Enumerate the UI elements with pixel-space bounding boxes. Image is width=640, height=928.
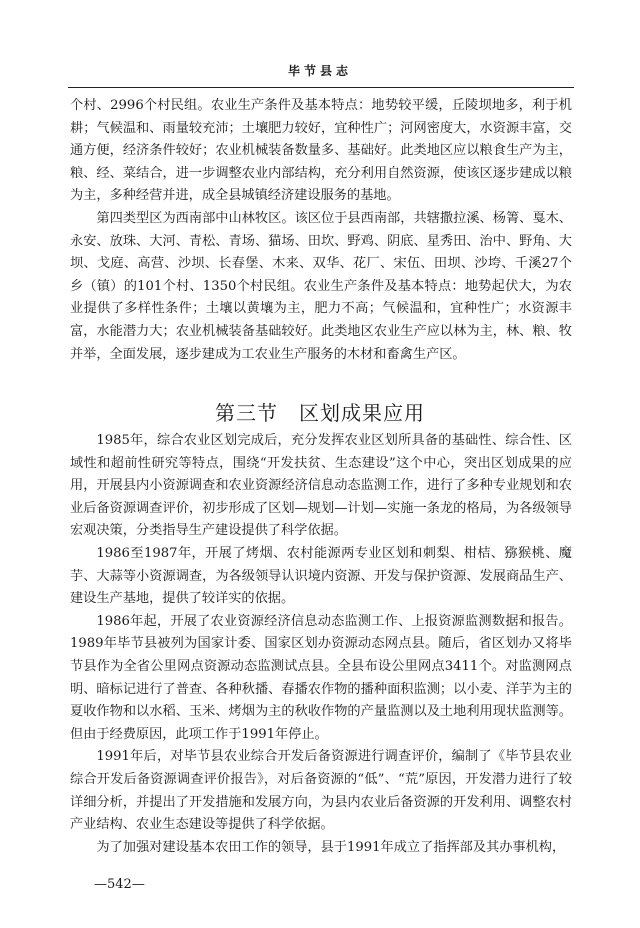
paragraph: 1986至1987年，开展了烤烟、农村能源两专业区划和刺梨、柑桔、猕猴桃、魔芋、大蒜等小资源调查，为各级领导认识境内资源、开发与保护资源、发展商品生产、建设生产基地，提供了较详实的依据。 (70, 545, 572, 607)
paragraph: 1986年起，开展了农业资源经济信息动态监测工作、上报资源监测数据和报告。1989年毕节县被列为国家计委、国家区划办资源动态网点县。随后，省区划办又将毕节县作为全省公里网点资源动态监测试点县。全县布设公里网点3411个。对监测网点明、暗标记进行了普查、各种秋播、春播农作物的播种面积监测；以小麦、洋芋为主的夏收作物和以水稻、玉米、烤烟为主的秋收作物的产量监测以及土地利用现状监测等。但由于经费原因，此项工作于1991年停止。 (70, 613, 572, 742)
text-block-bottom (70, 430, 572, 859)
running-title: 毕节县志 (287, 64, 352, 78)
paragraph: 1991年后，对毕节县农业综合开发后备资源进行调查评价，编制了《毕节县农业综合开发后备资源调查评价报告》，对后备资源的“低”、“荒”原因，开发潜力进行了较详细分析，并提出了开发措施和发展方向，为县内农业后备资源的开发利用、调整农村产业结构、农业生态建设等提供了科学依据。 (70, 749, 572, 833)
paragraph: 个村、2996个村民组。农业生产条件及基本特点：地势较平缓，丘陵坝地多，利于机耕；气候温和、雨量较充沛；土壤肥力较好，宜种性广；河网密度大，水资源丰富，交通方便，经济条件较好；农业机械装备数量多、基础好。此类地区应以粮食生产为主，粮、经、菜结合，进一步调整农业内部结构，充分利用自然资源，使该区逐步建成以粮为主，多种经营并进，成全县城镇经济建设服务的基地。 (70, 98, 572, 204)
section-title: 第三节 区划成果应用 (215, 401, 425, 425)
text-block-top (70, 95, 572, 366)
page-number: —542— (94, 877, 145, 892)
paragraph: 为了加强对建设基本农田工作的领导，县于1991年成立了指挥部及其办事机构， (96, 839, 566, 855)
paragraph: 1985年，综合农业区划完成后，充分发挥农业区划所具备的基础性、综合性、区域性和超前性研究等特点，围绕“开发扶贫、生态建设”这个中心，突出区划成果的应用，开展县内小资源调查和农业资源经济信息动态监测工作，进行了多种专业规划和农业后备资源调查评价，初步形成了区划—规划—计划—实施一条龙的格局，为各级领导宏观决策，分类指导生产建设提供了科学依据。 (70, 433, 572, 539)
paragraph: 第四类型区为西南部中山林牧区。该区位于县西南部，共辖撒拉溪、杨箐、戛木、永安、放珠、大河、青松、青场、猫场、田坎、野鸡、阴底、星秀田、治中、野角、大坝、戈庭、高营、沙坝、长春堡、木来、双华、花厂、宋伍、田坝、沙垮、千溪27个乡（镇）的101个村、1350个村民组。农业生产条件及基本特点：地势起伏大，为农业提供了多样性条件；土壤以黄壤为主，肥力不高；气候温和，宜种性广；水资源丰富，水能潜力大；农业机械装备基础较好。此类地区农业生产应以林为主，林、粮、牧并举，全面发展，逐步建成为工农业生产服务的木材和畜禽生产区。 (70, 210, 572, 362)
header-rule (68, 87, 574, 88)
